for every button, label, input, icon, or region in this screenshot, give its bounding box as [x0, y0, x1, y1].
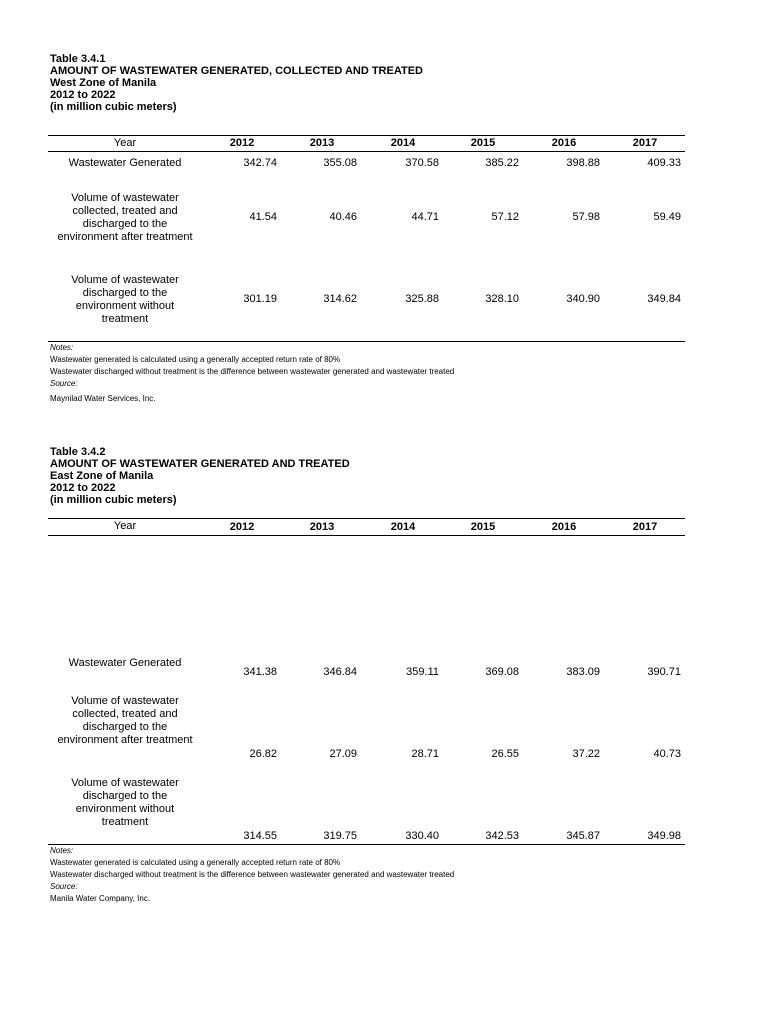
note-line: Wastewater generated is calculated using a generally accepted return rate of 80%: [50, 858, 341, 867]
table-cell: 57.98: [572, 211, 600, 223]
table1-period: 2012 to 2022: [50, 89, 116, 101]
table-cell: 345.87: [566, 830, 600, 842]
table-cell: 390.71: [647, 666, 681, 678]
table2-period: 2012 to 2022: [50, 482, 116, 494]
row-label-line: Volume of wastewater: [71, 274, 179, 286]
table2-header-2017: 2017: [632, 521, 658, 533]
table-cell: 330.40: [405, 830, 439, 842]
row-label-line: discharged to the: [82, 721, 168, 733]
row-label-line: environment without: [75, 803, 175, 815]
table-cell: 342.74: [243, 157, 277, 169]
table-cell: 40.73: [653, 748, 681, 760]
table2-row-label: [50, 695, 200, 747]
row-label-line: treatment: [101, 313, 149, 325]
table-cell: 319.75: [323, 830, 357, 842]
table-cell: 341.38: [243, 666, 277, 678]
row-label-line: collected, treated and: [72, 708, 178, 720]
table1-header-2014: 2014: [390, 137, 416, 149]
table1-header-2015: 2015: [470, 137, 496, 149]
table2-notes: [50, 845, 454, 905]
table2-caption: [50, 446, 350, 506]
source-line: Maynilad Water Services, Inc.: [50, 394, 156, 403]
table-cell: 44.71: [411, 211, 439, 223]
table-cell: 349.98: [647, 830, 681, 842]
table2-header-2014: 2014: [390, 521, 416, 533]
table2-top-rule: [48, 518, 685, 519]
notes-title: Notes:: [50, 846, 74, 855]
table-cell: 27.09: [329, 748, 357, 760]
row-label-line: Volume of wastewater: [71, 192, 179, 204]
table-cell: 57.12: [491, 211, 519, 223]
table-cell: 342.53: [485, 830, 519, 842]
source-title: Source:: [50, 379, 78, 388]
table1-title: AMOUNT OF WASTEWATER GENERATED, COLLECTED AND TREATED: [50, 65, 423, 77]
table-cell: 355.08: [323, 157, 357, 169]
table-cell: 26.55: [491, 748, 519, 760]
row-label-line: discharged to the: [82, 218, 168, 230]
note-line: Wastewater generated is calculated using a generally accepted return rate of 80%: [50, 355, 341, 364]
row-label-line: collected, treated and: [72, 205, 178, 217]
table2-title: AMOUNT OF WASTEWATER GENERATED AND TREATED: [50, 458, 350, 470]
row-label-line: treatment: [101, 816, 149, 828]
table1-zone: West Zone of Manila: [50, 77, 157, 89]
table1-top-rule: [48, 135, 685, 136]
table-cell: 409.33: [647, 157, 681, 169]
table-cell: 40.46: [329, 211, 357, 223]
table1-notes: [50, 342, 454, 405]
table1-year-header: Year: [113, 137, 137, 149]
table-cell: 37.22: [572, 748, 600, 760]
row-label-line: Wastewater Generated: [68, 657, 182, 669]
table-cell: 314.55: [243, 830, 277, 842]
table2-zone: East Zone of Manila: [50, 470, 154, 482]
table-cell: 349.84: [647, 293, 681, 305]
table1-caption: [50, 53, 423, 113]
notes-title: Notes:: [50, 343, 74, 352]
source-title: Source:: [50, 882, 78, 891]
table-cell: 314.62: [323, 293, 357, 305]
table-cell: 328.10: [485, 293, 519, 305]
table1-row-label: [50, 274, 200, 326]
table2-number: Table 3.4.2: [50, 446, 106, 458]
table1-number: Table 3.4.1: [50, 53, 106, 65]
table-cell: 26.82: [249, 748, 277, 760]
table1-header-rule: [48, 151, 685, 152]
table2-header-2016: 2016: [551, 521, 577, 533]
table-cell: 370.58: [405, 157, 439, 169]
table2-row-label: [50, 657, 200, 670]
table-cell: 383.09: [566, 666, 600, 678]
source-line: Manila Water Company, Inc.: [50, 894, 151, 903]
table-cell: 41.54: [249, 211, 277, 223]
table1-unit: (in million cubic meters): [50, 101, 177, 113]
table-cell: 301.19: [243, 293, 277, 305]
row-label-line: Wastewater Generated: [68, 157, 182, 169]
row-label-line: discharged to the: [82, 287, 168, 299]
row-label-line: discharged to the: [82, 790, 168, 802]
table-cell: 325.88: [405, 293, 439, 305]
table2-row-label: [50, 777, 200, 829]
table-cell: 340.90: [566, 293, 600, 305]
table-cell: 398.88: [566, 157, 600, 169]
table-cell: 369.08: [485, 666, 519, 678]
table1-header-2016: 2016: [551, 137, 577, 149]
table2-header-2012: 2012: [229, 521, 255, 533]
table1-header-2017: 2017: [632, 137, 658, 149]
row-label-line: environment after treatment: [57, 734, 193, 746]
table-cell: 28.71: [411, 748, 439, 760]
table2-header-2015: 2015: [470, 521, 496, 533]
table2-unit: (in million cubic meters): [50, 494, 177, 506]
note-line: Wastewater discharged without treatment is the difference between wastewater generated and wastewater treated: [50, 367, 455, 376]
row-label-line: environment without: [75, 300, 175, 312]
table2-header-rule: [48, 535, 685, 536]
table-cell: 59.49: [653, 211, 681, 223]
table-cell: 359.11: [406, 666, 439, 678]
row-label-line: Volume of wastewater: [71, 777, 179, 789]
table-cell: 346.84: [323, 666, 357, 678]
table1-row-label: [50, 192, 200, 244]
table2-header-2013: 2013: [309, 521, 335, 533]
table1-row-label: [50, 157, 200, 170]
table2-year-header: Year: [113, 520, 137, 532]
note-line: Wastewater discharged without treatment is the difference between wastewater generated and wastewater treated: [50, 870, 455, 879]
table1-header-2012: 2012: [229, 137, 255, 149]
row-label-line: Volume of wastewater: [71, 695, 179, 707]
table1-header-2013: 2013: [309, 137, 335, 149]
table-cell: 385.22: [485, 157, 519, 169]
row-label-line: environment after treatment: [57, 231, 193, 243]
